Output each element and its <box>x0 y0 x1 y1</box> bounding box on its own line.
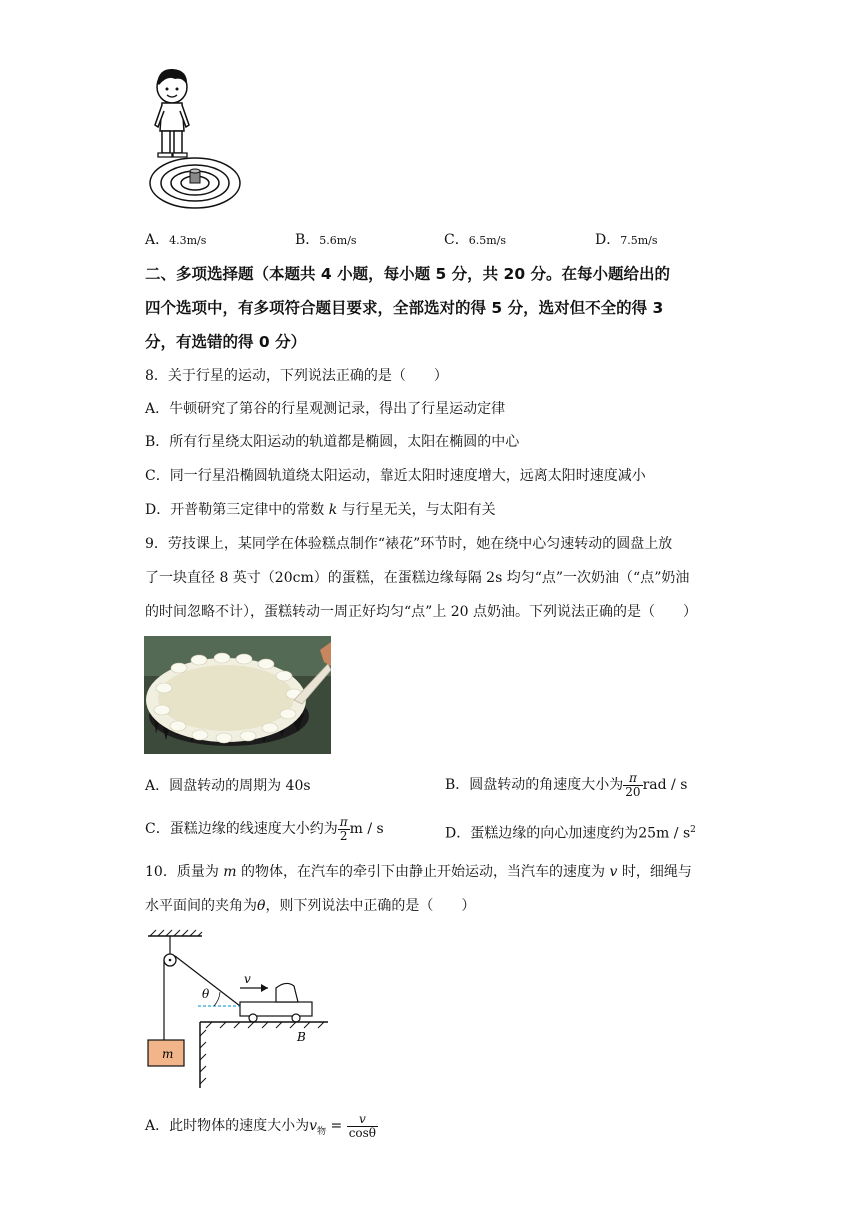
q8-option-c: C．同一行星沿椭圆轨道绕太阳运动，靠近太阳时速度增大，远离太阳时速度减小 <box>145 468 646 484</box>
q10-stem-line-2: 水平面间的夹角为θ，则下列说法中正确的是（ ） <box>145 898 476 914</box>
section-heading-line-3: 分，有选错的得 0 分） <box>145 333 307 351</box>
section-heading-line-2: 四个选项中，有多项符合题目要求，全部选对的得 5 分，选对但不全的得 3 <box>145 299 664 317</box>
mass-label: m <box>162 1047 174 1061</box>
q8-option-a: A．牛顿研究了第谷的行星观测记录，得出了行星运动定律 <box>145 401 506 417</box>
theta-label: θ <box>202 987 210 1001</box>
q9-stem-line-2: 了一块直径 8 英寸（20cm）的蛋糕，在蛋糕边缘每隔 2s 均匀“点”一次奶油（“点”奶油 <box>145 570 690 586</box>
q9-option-d: D．蛋糕边缘的向心加速度约为$25m / s^2$ <box>445 825 696 842</box>
point-b-label: B <box>297 1030 306 1044</box>
q7-option-d: D．7.5m/s <box>595 232 658 248</box>
cake-photo <box>144 636 331 754</box>
q7-option-b: B．5.6m/s <box>295 232 357 248</box>
q9-stem-line-3: 的时间忽略不计），蛋糕转动一周正好均匀“点”上 20 点奶油。下列说法正确的是（ ） <box>145 604 698 620</box>
q8-stem: 8．关于行星的运动，下列说法正确的是（ ） <box>145 368 448 384</box>
q9-option-b: B．圆盘转动的角速度大小为 $\frac{\pi}{20}$ rad / s <box>445 770 688 799</box>
q9-stem-line-1: 9．劳技课上，某同学在体验糕点制作“裱花”环节时，她在绕中心匀速转动的圆盘上放 <box>145 536 673 552</box>
q7-option-a: A．4.3m/s <box>145 232 207 248</box>
pulley-car-figure <box>140 928 340 1093</box>
q9-option-a: A．圆盘转动的周期为 40s <box>145 778 311 794</box>
q10-stem-line-1: 10．质量为 m 的物体，在汽车的牵引下由静止开始运动，当汽车的速度为 v 时，细绳与 <box>145 864 692 880</box>
velocity-label: v <box>244 972 251 986</box>
q8-option-d: D．开普勒第三定律中的常数 k 与行星无关，与太阳有关 <box>145 502 496 518</box>
section-heading-line-1: 二、多项选择题（本题共 4 小题，每小题 5 分，共 20 分。在每小题给出的 <box>145 265 671 283</box>
q10-option-a: A．此时物体的速度大小为$v_物$ = $\frac{v}{\cos\theta}$ <box>145 1111 377 1140</box>
q8-option-b: B．所有行星绕太阳运动的轨道都是椭圆，太阳在椭圆的中心 <box>145 434 520 450</box>
boy-turntable-figure <box>145 65 250 215</box>
q7-option-c: C．6.5m/s <box>444 232 506 248</box>
q9-option-c: C．蛋糕边缘的线速度大小约为 $\frac{\pi}{2}$ m / s <box>145 814 384 843</box>
